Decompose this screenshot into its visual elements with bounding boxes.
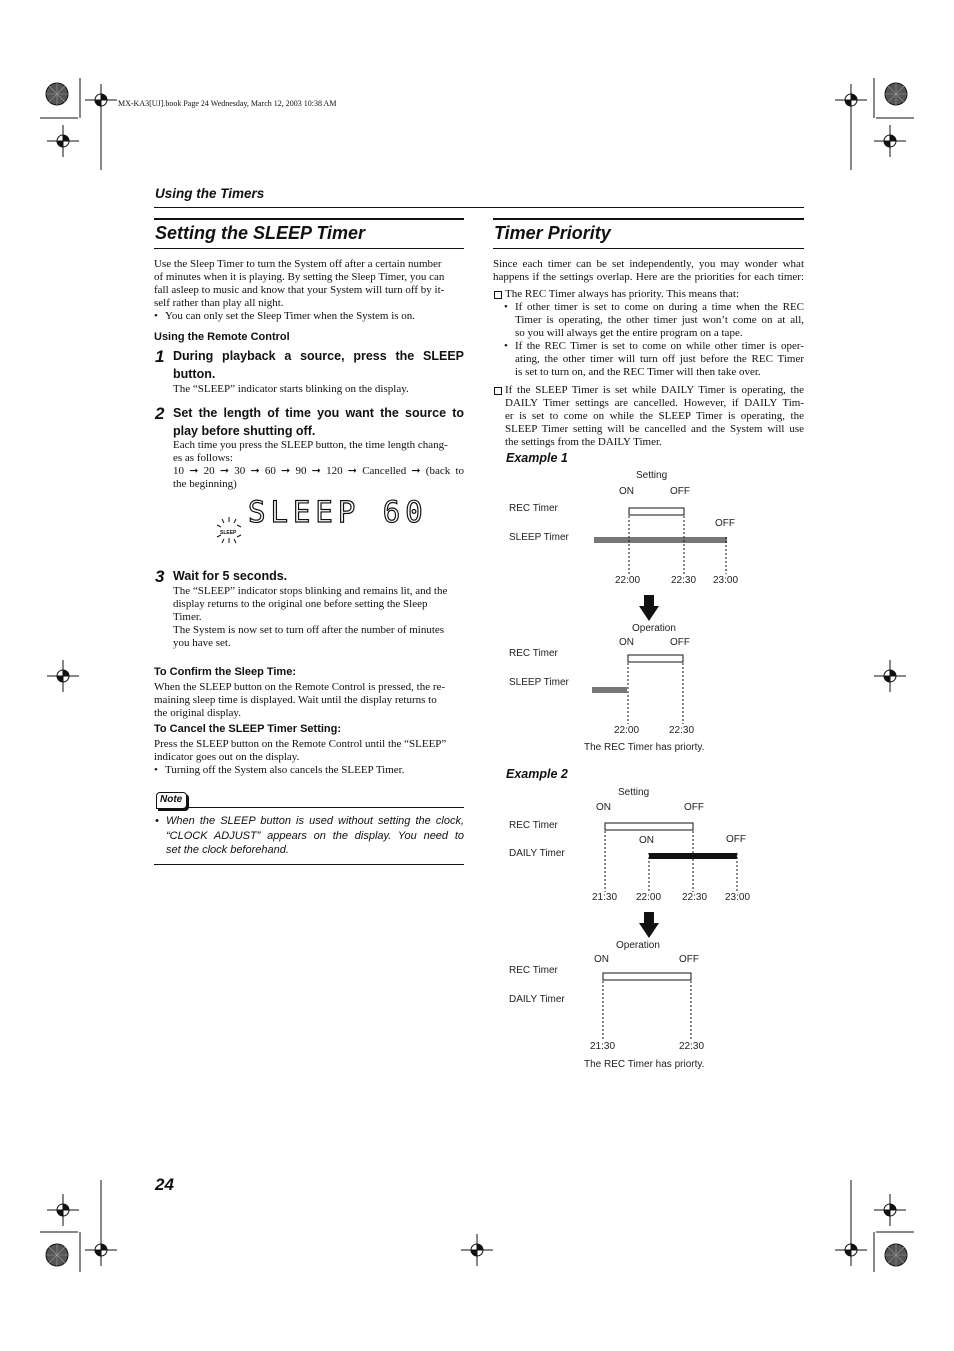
- ex1-sleep-timer-label: SLEEP Timer: [509, 532, 569, 543]
- ex1-setting-label: Setting: [636, 470, 668, 481]
- sleep-indicator-label: SLEEP: [220, 530, 237, 536]
- priority-item-1: The REC Timer always has priority. This means that: • If other timer is set to come on during a time when the REC Timer is operating, the other timer just won’t come on at all, so you will always get the entire program on a tape. • If the REC Timer is set to come on while other timer is oper- ating, the other timer will turn off just before the REC Timer is set to turn on, and the REC Timer will then take over.: [494, 288, 804, 379]
- step-3-number: 3: [155, 567, 165, 586]
- sleep-intro: Use the Sleep Timer to turn the System off after a certain number of minutes when it is playing. By setting the Sleep Timer, you can fall asleep to music and know that your System will turn off by it- self rather than play all night. • You can only set the Sleep Timer when the System is on.: [154, 258, 464, 323]
- ex2-op-time-2130: 21:30: [590, 1041, 616, 1052]
- priority-item-2: If the SLEEP Timer is set while DAILY Timer is operating, the DAILY Timer settings are cancelled. However, if DAILY Tim- er is set to come on while the SLEEP Timer is operating, the SLEEP Timer setting will be cancelled and the System will use the settings from the DAILY Timer.: [494, 384, 804, 449]
- confirm-heading: To Confirm the Sleep Time:: [154, 666, 296, 678]
- step-3-text: Wait for 5 seconds.: [173, 569, 288, 583]
- ex1-caption: The REC Timer has priorty.: [584, 742, 705, 753]
- ex2-setting-timeline: [598, 818, 748, 898]
- priority-intro: Since each timer can be set independently, you may wonder what happens if the settings overlap. Here are the priorities for each timer:: [493, 258, 804, 283]
- step-3-description: The “SLEEP” indicator stops blinking and remains lit, and the display returns to the original one before setting the Sleep Timer. The System is now set to turn off after the number of minutes you have set.: [173, 585, 448, 649]
- ex2-op-rec-timer-label: REC Timer: [509, 965, 558, 976]
- ex1-op-time-2230: 22:30: [669, 725, 695, 736]
- step-2-text: Set the length of time you want the source to play before shutting off.: [173, 406, 464, 438]
- ex1-time-2300: 23:00: [713, 575, 739, 586]
- ex1-operation-off: OFF: [670, 637, 690, 648]
- ex2-operation-off: OFF: [679, 954, 699, 965]
- ex2-op-daily-timer-label: DAILY Timer: [509, 994, 565, 1005]
- ex2-operation-label: Operation: [616, 940, 660, 951]
- ex1-setting-timeline: [590, 500, 740, 580]
- section-header: Using the Timers: [155, 186, 265, 201]
- ex2-daily-off-label: OFF: [726, 834, 746, 845]
- ex2-daily-on-label: ON: [639, 835, 654, 846]
- ex2-setting-on: ON: [596, 802, 611, 813]
- ex2-operation-timeline: [598, 966, 698, 1046]
- ex2-daily-timer-label: DAILY Timer: [509, 848, 565, 859]
- ex1-op-rec-timer-label: REC Timer: [509, 648, 558, 659]
- ex1-operation-label: Operation: [632, 623, 676, 634]
- left-title-rule-top: [154, 218, 464, 220]
- ex2-time-2130: 21:30: [592, 892, 618, 903]
- right-title-rule-top: [493, 218, 804, 220]
- step-2-number: 2: [155, 404, 165, 423]
- step-1-number: 1: [155, 347, 165, 366]
- ex1-sleep-off-label: OFF: [715, 518, 735, 529]
- example-2-title: Example 2: [506, 767, 568, 781]
- cancel-text: Press the SLEEP button on the Remote Control until the “SLEEP” indicator goes out on the display. • Turning off the System also cancels the SLEEP Timer.: [154, 738, 464, 777]
- ex1-operation-on: ON: [619, 637, 634, 648]
- sleep-display-text: SLEEP 60: [248, 495, 428, 529]
- ex2-setting-label: Setting: [618, 787, 650, 798]
- ex2-operation-on: ON: [594, 954, 609, 965]
- page-number: 24: [155, 1175, 174, 1194]
- confirm-text: When the SLEEP button on the Remote Control is pressed, the re- maining sleep time is displayed. Wait until the display returns to the original display.: [154, 681, 446, 719]
- example-1-title: Example 1: [506, 451, 568, 465]
- note-text: • When the SLEEP button is used without setting the clock, “CLOCK ADJUST” appears on the display. You need to set the clock beforehand.: [155, 814, 464, 858]
- ex2-op-rec-timer-bar: [603, 973, 691, 980]
- ex1-sleep-timer-bar: [594, 537, 727, 543]
- left-title-rule-bottom: [154, 248, 464, 249]
- ex2-down-arrow: [639, 912, 659, 938]
- ex2-caption: The REC Timer has priorty.: [584, 1059, 705, 1070]
- ex1-op-rec-timer-bar: [628, 655, 683, 662]
- ex1-op-sleep-timer-label: SLEEP Timer: [509, 677, 569, 688]
- ex1-rec-timer-bar: [629, 508, 684, 515]
- ex2-time-2300: 23:00: [725, 892, 751, 903]
- ex2-rec-timer-bar: [605, 823, 693, 830]
- ex1-setting-on: ON: [619, 486, 634, 497]
- ex2-op-time-2230: 22:30: [679, 1041, 705, 1052]
- note-icon: [156, 792, 187, 809]
- right-title-rule-bottom: [493, 248, 804, 249]
- ex1-op-sleep-timer-bar: [592, 687, 627, 693]
- ex1-op-time-2200: 22:00: [614, 725, 640, 736]
- ex2-rec-timer-label: REC Timer: [509, 820, 558, 831]
- ex1-down-arrow: [639, 595, 659, 621]
- cancel-heading: To Cancel the SLEEP Timer Setting:: [154, 723, 342, 735]
- ex1-setting-off: OFF: [670, 486, 690, 497]
- print-header-info: MX-KA3[UJ].book Page 24 Wednesday, March 12, 2003 10:38 AM: [118, 99, 337, 108]
- ex2-setting-off: OFF: [684, 802, 704, 813]
- right-section-title: Timer Priority: [494, 223, 611, 243]
- ex2-time-2200: 22:00: [636, 892, 662, 903]
- note-label: Note: [160, 794, 183, 805]
- ex1-time-2200: 22:00: [615, 575, 641, 586]
- ex1-rec-timer-label: REC Timer: [509, 503, 558, 514]
- step-1-text: During playback a source, press the SLEEP button.: [173, 349, 464, 381]
- cancel-bullet: • Turning off the System also cancels the SLEEP Timer.: [154, 764, 464, 777]
- step-1-note: The “SLEEP” indicator starts blinking on the display.: [173, 383, 409, 395]
- section-header-rule: [154, 207, 804, 208]
- note-rule-top: [186, 807, 464, 808]
- step-2-description: Each time you press the SLEEP button, the time length chang- es as follows: 10 ➞ 20 ➞ 30 ➞ 60 ➞ 90 ➞ 120 ➞ Cancelled ➞ (back to the beginning): [173, 439, 464, 490]
- left-section-title: Setting the SLEEP Timer: [155, 223, 366, 243]
- sleep-intro-bullet: • You can only set the Sleep Timer when the System is on.: [154, 310, 464, 323]
- remote-heading: Using the Remote Control: [154, 331, 290, 343]
- note-rule-bottom: [154, 864, 464, 865]
- ex1-time-2230: 22:30: [671, 575, 697, 586]
- ex1-operation-timeline: [588, 650, 698, 730]
- ex2-time-2230: 22:30: [682, 892, 708, 903]
